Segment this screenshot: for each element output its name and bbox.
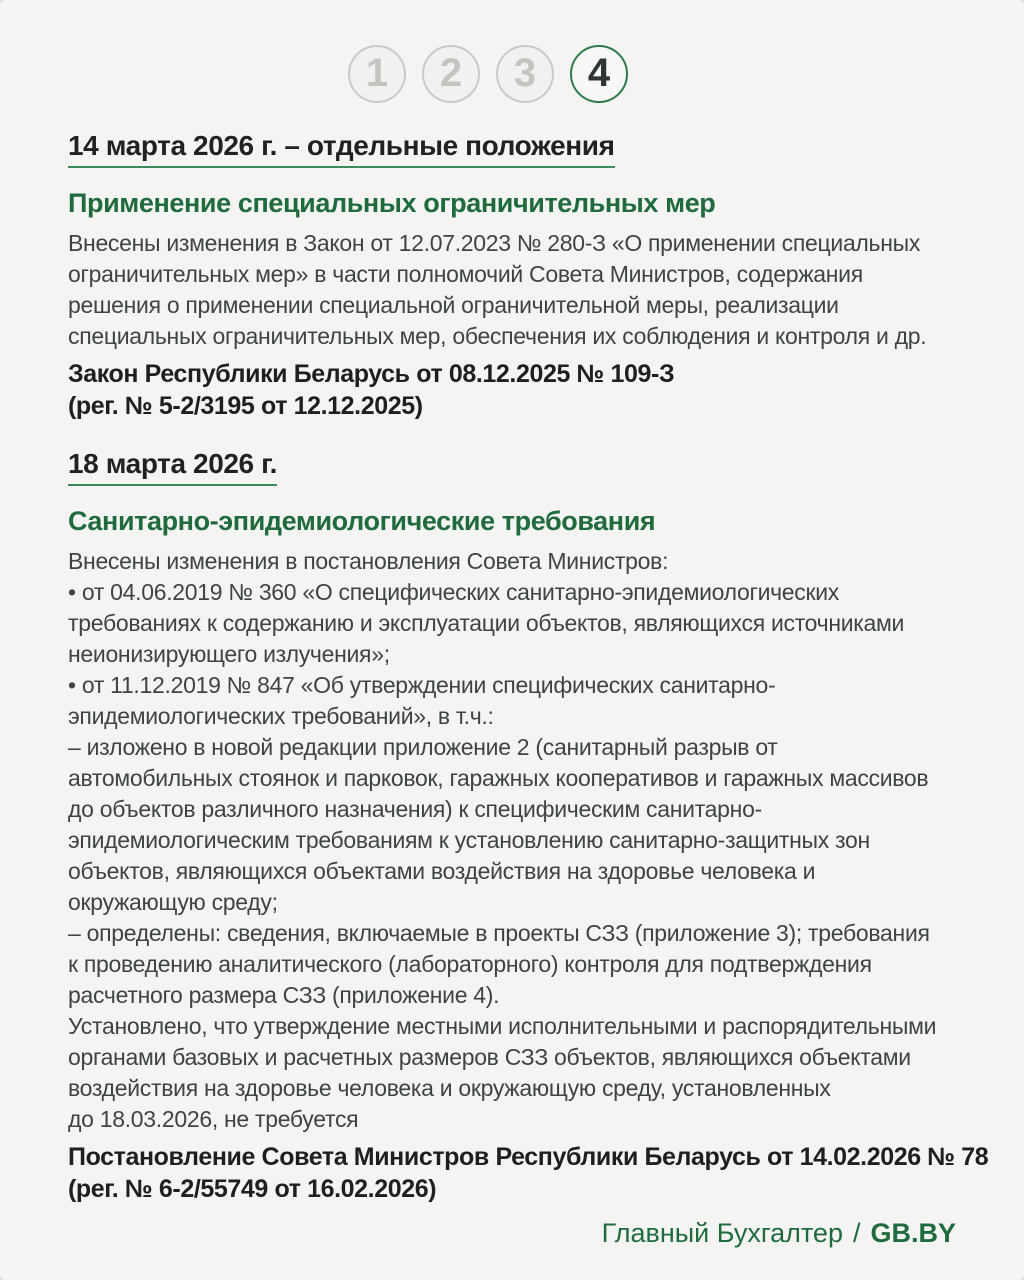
section-body xyxy=(68,228,978,352)
page-3-indicator[interactable]: 3 xyxy=(496,45,554,103)
body-line: объектов, являющихся объектами воздействия на здоровье человека и xyxy=(68,858,816,884)
body-line: неионизирующего излучения»; xyxy=(68,641,390,667)
body-line: расчетного размера СЗЗ (приложение 4). xyxy=(68,982,500,1008)
citation-line: Постановление Совета Министров Республики Беларусь от 14.02.2026 № 78 xyxy=(68,1143,989,1171)
body-line: Внесены изменения в постановления Совета Министров: xyxy=(68,548,669,574)
site-link[interactable]: GB.BY xyxy=(870,1218,956,1248)
page-2-indicator[interactable]: 2 xyxy=(422,45,480,103)
body-line: • от 11.12.2019 № 847 «Об утверждении специфических санитарно- xyxy=(68,672,776,698)
page-1-indicator[interactable]: 1 xyxy=(348,45,406,103)
content xyxy=(68,130,989,1205)
section-sanitary-requirements xyxy=(68,448,989,1205)
body-line: окружающую среду; xyxy=(68,889,278,915)
footer-separator: / xyxy=(852,1218,861,1248)
section-body xyxy=(68,546,978,1135)
body-line: эпидемиологическим требованиям к установлению санитарно-защитных зон xyxy=(68,827,870,853)
body-line: до 18.03.2026, не требуется xyxy=(68,1106,359,1132)
body-line: Внесены изменения в Закон от 12.07.2023 № 280-З «О применении специальных xyxy=(68,230,921,256)
body-line: органами базовых и расчетных размеров СЗЗ объектов, являющихся объектами xyxy=(68,1044,911,1070)
body-line: решения о применении специальной ограничительной меры, реализации xyxy=(68,292,839,318)
section-title: Санитарно-эпидемиологические требования xyxy=(68,506,656,536)
section-title: Применение специальных ограничительных мер xyxy=(68,188,716,218)
body-line: до объектов различного назначения) к специфическим санитарно- xyxy=(68,796,762,822)
body-line: • от 04.06.2019 № 360 «О специфических санитарно-эпидемиологических xyxy=(68,579,840,605)
legal-citation xyxy=(68,1141,989,1205)
body-line: требованиях к содержанию и эксплуатации объектов, являющихся источниками xyxy=(68,610,905,636)
citation-line: Закон Республики Беларусь от 08.12.2025 № 109-З xyxy=(68,360,675,388)
body-line: Установлено, что утверждение местными исполнительными и распорядительными xyxy=(68,1013,937,1039)
body-line: специальных ограничительных мер, обеспечения их соблюдения и контроля и др. xyxy=(68,323,927,349)
date-heading: 14 марта 2026 г. – отдельные положения xyxy=(68,130,615,168)
body-line: – изложено в новой редакции приложение 2 (санитарный разрыв от xyxy=(68,734,778,760)
citation-line: (рег. № 5-2/3195 от 12.12.2025) xyxy=(68,392,423,420)
body-line: к проведению аналитического (лабораторного) контроля для подтверждения xyxy=(68,951,872,977)
date-heading: 18 марта 2026 г. xyxy=(68,448,277,486)
section-special-measures xyxy=(68,130,978,422)
body-line: ограничительных мер» в части полномочий Совета Министров, содержания xyxy=(68,261,863,287)
legal-citation xyxy=(68,358,978,422)
body-line: воздействия на здоровье человека и окружающую среду, установленных xyxy=(68,1075,831,1101)
body-line: эпидемиологических требований», в т.ч.: xyxy=(68,703,494,729)
page-indicator xyxy=(348,45,628,103)
body-line: – определены: сведения, включаемые в проекты СЗЗ (приложение 3); требования xyxy=(68,920,930,946)
publication-name: Главный Бухгалтер xyxy=(601,1218,843,1248)
body-line: автомобильных стоянок и парковок, гаражных кооперативов и гаражных массивов xyxy=(68,765,929,791)
citation-line: (рег. № 6-2/55749 от 16.02.2026) xyxy=(68,1175,437,1203)
page-4-indicator-active[interactable]: 4 xyxy=(570,45,628,103)
publisher-footer xyxy=(602,1218,956,1249)
